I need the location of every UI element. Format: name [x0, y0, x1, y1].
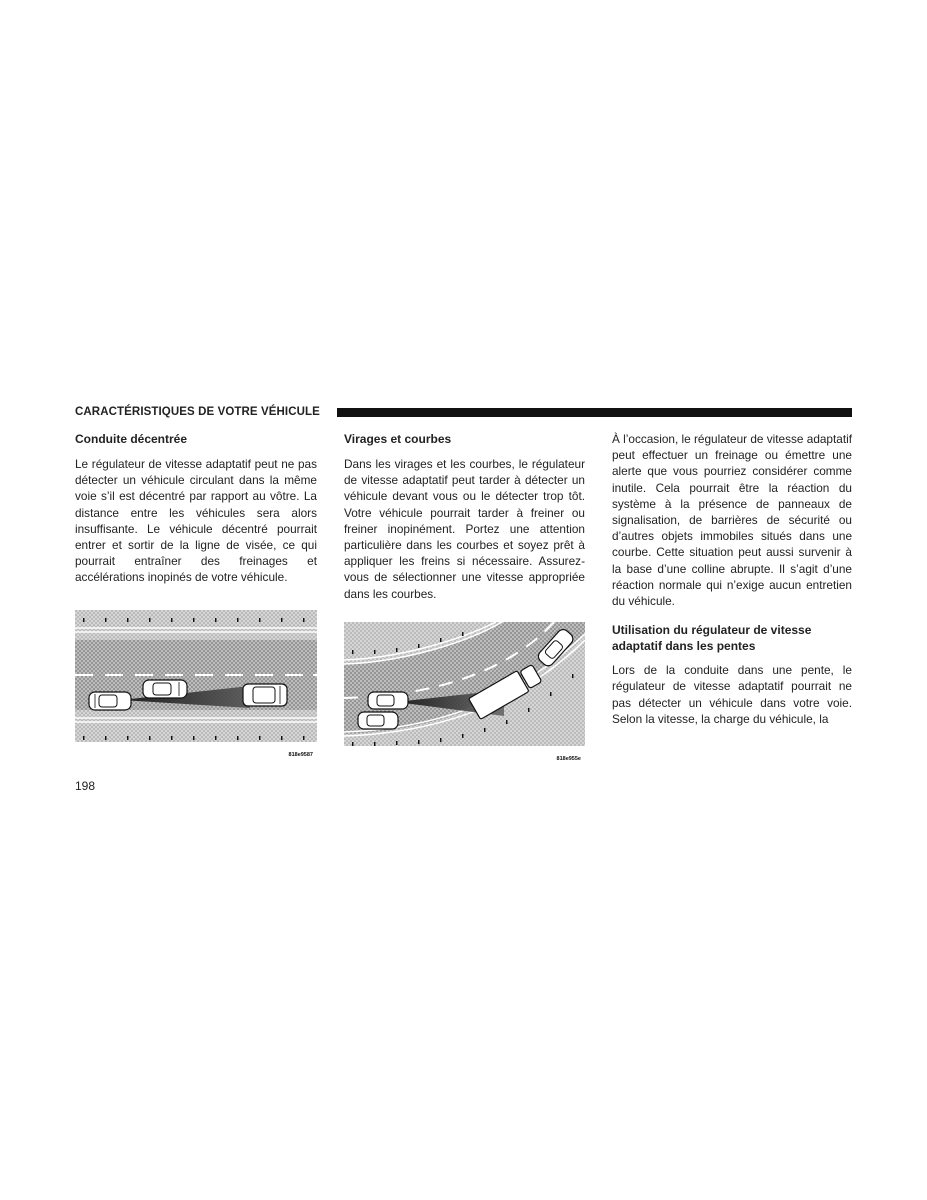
- header-bar: [337, 408, 852, 417]
- figure-off-center-vehicle: [75, 610, 317, 758]
- heading-off-center-driving: Conduite décentrée: [75, 432, 188, 446]
- heading-hills: Utilisation du régulateur de vitesse adaptatif dans les pentes: [612, 623, 812, 654]
- own-vehicle: [89, 692, 131, 710]
- paragraph-turns-curves: Dans les virages et les courbes, le régulateur de vitesse adaptatif peut tarder à détecter un véhicule devant vous ou le détecter trop tôt. Votre véhicule pourrait tarder à freiner ou freiner inopinément. Portez une attention particulière dans les courbes et soyez prêt à appliquer les freins si nécessaire. Assurez-vous de sélectionner une vitesse appropriée dans les courbes.: [344, 457, 585, 601]
- figure-code: 818e955e: [556, 756, 581, 762]
- section-header: [75, 406, 852, 420]
- paragraph-off-center-driving: Le régulateur de vitesse adaptatif peut ne pas détecter un véhicule circulant dans la même voie s’il est décentré par rapport au vôtre. La distance entre les véhicules sera alors insuffisante. Le véhicule décentré pourrait entrer et sortir de la ligne de visée, ce qui pourrait entraîner des freinages et accélérations inopinés de votre véhicule.: [75, 457, 317, 585]
- page-number: 198: [75, 779, 96, 793]
- vehicle-ahead: [243, 684, 287, 706]
- figure-code: 818e9587: [288, 752, 313, 758]
- column-3: [612, 431, 852, 727]
- figure-curve: [344, 622, 585, 762]
- paragraph-unexpected-braking: À l’occasion, le régulateur de vitesse adaptatif peut effectuer un freinage ou émettre une alerte que vous pourriez considérer comme inutile. Cela pourrait être la réaction du système à la présence de panneaux de signalisation, de barrières de sécurité ou d’autres objets immobiles situés dans une courbe. Cette situation peut aussi survenir à la base d’une colline abrupte. Il s’agit d’une réaction normale qui n’exige aucun entretien du véhicule.: [612, 432, 853, 609]
- column-2: [344, 431, 585, 602]
- column-1: [75, 431, 317, 586]
- road-illustration-straight: [75, 610, 317, 750]
- off-center-vehicle: [143, 680, 187, 698]
- paragraph-hills: Lors de la conduite dans une pente, le régulateur de vitesse adaptatif pourrait ne pas détecter un véhicule dans votre voie. Selon la vitesse, la charge du véhicule, la: [612, 663, 852, 726]
- section-title: CARACTÉRISTIQUES DE VOTRE VÉHICULE: [75, 406, 325, 418]
- heading-turns-curves: Virages et courbes: [344, 432, 452, 446]
- road-illustration-curve: [344, 622, 585, 754]
